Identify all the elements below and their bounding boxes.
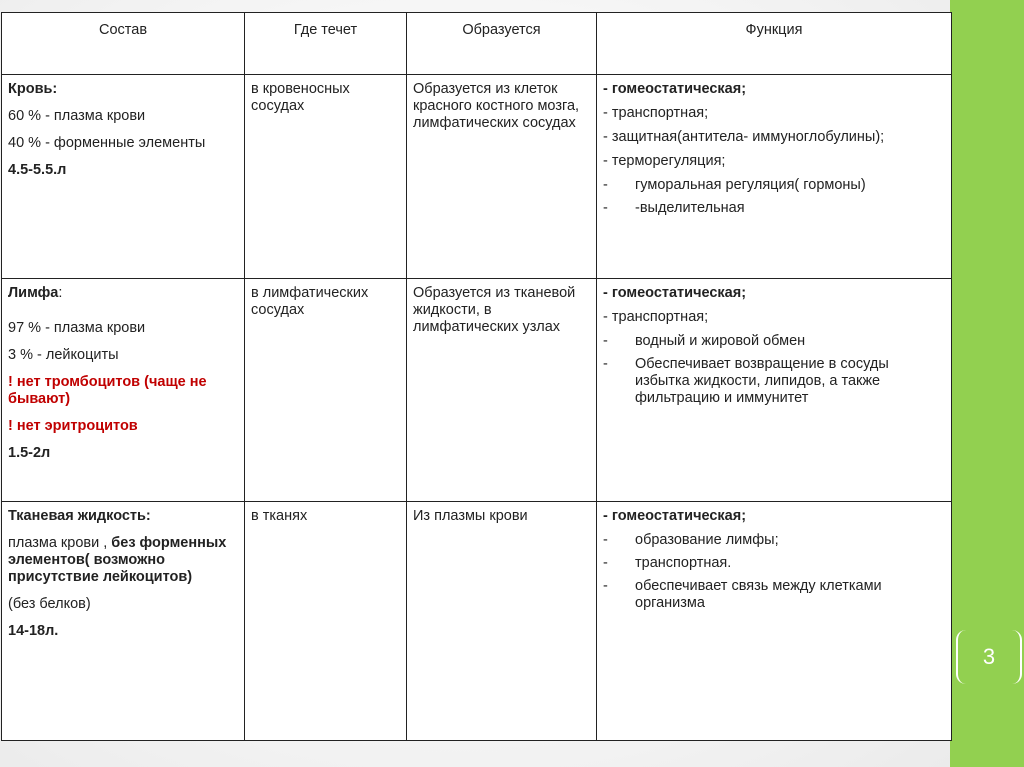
blood-plasma: 60 % - плазма крови: [8, 108, 146, 125]
blood-func-head: - гомеостатическая;: [603, 81, 747, 98]
blood-func-excretory: -выделительная: [635, 200, 745, 217]
lymph-title-line: [8, 285, 238, 302]
tissue-formed-cell: Из плазмы крови: [407, 502, 597, 741]
table-row-tissue-fluid: [2, 502, 952, 741]
list-item: [603, 532, 945, 549]
tissue-plasma-note: без форменных элементов( возможно присутствие лейкоцитов): [8, 535, 227, 586]
blood-formed-cell: Образуется из клеток красного костного мозга, лимфатических сосудах: [407, 75, 597, 279]
tissue-volume: 14-18л.: [8, 623, 59, 640]
tissue-function-cell: [597, 502, 952, 741]
blood-function-cell: [597, 75, 952, 279]
lymph-func-head: - гомеостатическая;: [603, 284, 747, 301]
header-function: Функция: [597, 13, 952, 75]
blood-title: Кровь:: [8, 81, 58, 98]
header-row: [2, 13, 952, 75]
tissue-func-head: - гомеостатическая;: [603, 508, 747, 525]
dash-bullet: -: [603, 578, 608, 595]
tissue-where-cell: в тканях: [245, 502, 407, 741]
dash-bullet: -: [603, 177, 608, 194]
tissue-func-connection: обеспечивает связь между клетками организма: [635, 578, 882, 612]
lymph-title-colon: :: [58, 284, 63, 301]
page-number: 3: [982, 644, 996, 669]
tissue-title: Тканевая жидкость:: [8, 508, 151, 525]
table-row-blood: [2, 75, 952, 279]
blood-fluids-table: [1, 12, 952, 741]
header-composition: Состав: [2, 13, 245, 75]
list-item: [603, 200, 945, 217]
header-formed: Образуется: [407, 13, 597, 75]
lymph-function-cell: [597, 278, 952, 502]
list-item: [603, 177, 945, 194]
blood-func-transport: - транспортная;: [603, 105, 709, 122]
blood-func-humoral: гуморальная регуляция( гормоны): [635, 177, 866, 194]
dash-bullet: -: [603, 355, 608, 372]
lymph-no-erythrocytes: ! нет эритроцитов: [8, 417, 138, 434]
blood-formed-elements: 40 % - форменные элементы: [8, 135, 206, 152]
blood-func-thermo: - терморегуляция;: [603, 153, 726, 170]
tissue-composition-cell: [2, 502, 245, 741]
lymph-volume: 1.5-2л: [8, 444, 51, 461]
dash-bullet: -: [603, 332, 608, 349]
lymph-leukocytes: 3 % - лейкоциты: [8, 346, 119, 363]
lymph-composition-cell: [2, 278, 245, 502]
blood-composition-cell: [2, 75, 245, 279]
lymph-func-return: Обеспечивает возвращение в сосуды избытка жидкости, липидов, а также фильтрацию и иммунитет: [635, 355, 889, 406]
lymph-title: Лимфа: [8, 284, 59, 301]
tissue-plasma-line: [8, 535, 238, 586]
dash-bullet: -: [603, 200, 608, 217]
blood-where-cell: в кровеносных сосудах: [245, 75, 407, 279]
blood-volume: 4.5-5.5.л: [8, 162, 67, 179]
lymph-where-cell: в лимфатических сосудах: [245, 278, 407, 502]
list-item: [603, 356, 945, 407]
list-item: [603, 555, 945, 572]
list-item: [603, 333, 945, 350]
lymph-formed-cell: Образуется из тканевой жидкости, в лимфатических узлах: [407, 278, 597, 502]
list-item: [603, 578, 945, 612]
lymph-plasma: 97 % - плазма крови: [8, 319, 146, 336]
tissue-plasma-prefix: плазма крови ,: [8, 535, 112, 552]
tissue-func-transport: транспортная.: [635, 555, 732, 572]
lymph-func-metabolism: водный и жировой обмен: [635, 332, 806, 349]
tissue-no-proteins: (без белков): [8, 596, 91, 613]
lymph-no-platelets: ! нет тромбоцитов (чаще не бывают): [8, 373, 207, 407]
lymph-func-transport: - транспортная;: [603, 308, 709, 325]
blood-func-protective: - защитная(антитела- иммуноглобулины);: [603, 129, 885, 146]
dash-bullet: -: [603, 555, 608, 572]
tissue-func-lymph-formation: образование лимфы;: [635, 532, 779, 549]
header-where-flows: Где течет: [245, 13, 407, 75]
page-number-frame: [956, 630, 1022, 684]
table-row-lymph: [2, 278, 952, 502]
dash-bullet: -: [603, 532, 608, 549]
